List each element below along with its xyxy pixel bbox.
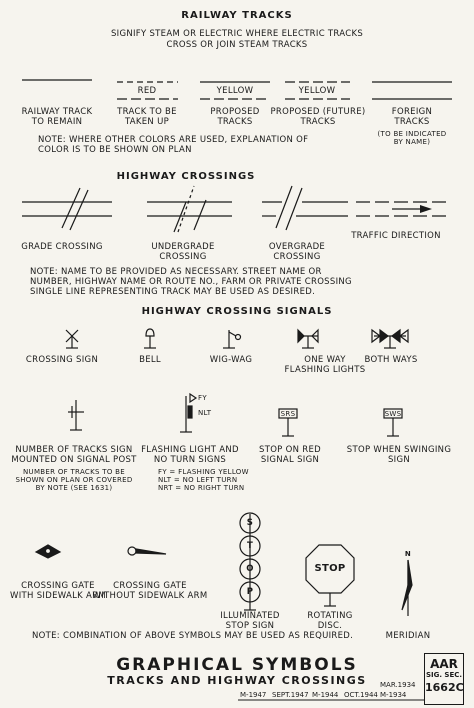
tracks-sign-symbol [68,400,84,430]
proposed-tracks-label: PROPOSED TRACKS [210,107,260,127]
overgrade-crossing-label: OVERGRADE CROSSING [268,242,326,262]
wig-wag-symbol [223,330,241,348]
undergrade-crossing-label: UNDERGRADE CROSSING [151,242,215,262]
revision-date-2: OCT.1944 [344,691,378,699]
foreign-tracks-label: FOREIGN TRACKS [391,107,433,127]
undergrade-crossing-symbol [147,186,232,232]
stop-on-red-label: STOP ON RED SIGNAL SIGN [259,445,321,465]
traffic-direction-label: TRAFFIC DIRECTION [351,231,441,241]
aar-stamp [424,653,464,705]
railway-note: NOTE: WHERE OTHER COLORS ARE USED, EXPLANATION OF COLOR IS TO BE SHOWN ON PLAN [38,135,309,155]
gate-without-sidewalk-symbol [128,547,166,555]
signals-heading: HIGHWAY CROSSING SIGNALS [141,306,333,317]
color-yellow-label-2: YELLOW [298,86,336,96]
rotating-disc-symbol [306,545,354,606]
flashing-light-note: FY = FLASHING YELLOW NLT = NO LEFT TURN NRT = NO RIGHT TURN [158,468,249,493]
meridian-label: MERIDIAN [385,631,431,641]
highway-note: NOTE: NAME TO BE PROVIDED AS NECESSARY. STREET NAME OR NUMBER, HIGHWAY NAME OR ROUTE NO., FARM OR PRIVATE CROSSING SINGLE LINE REPRESENTING TRACK MAY BE USED AS DESIRED. [30,267,352,297]
foreign-track-symbol [372,82,452,99]
srs-label: SRS [280,410,296,418]
color-yellow-label: YELLOW [216,86,254,96]
color-red-label: RED [137,86,157,96]
fy-label: FY [198,394,207,402]
stop-when-swinging-label: STOP WHEN SWINGING SIGN [346,445,452,465]
revision-date-3: MAR.1934 [380,681,416,689]
railway-heading: RAILWAY TRACKS [181,10,293,21]
grade-crossing-label: GRADE CROSSING [21,242,103,252]
crossing-sign-label: CROSSING SIGN [25,355,99,365]
north-label: N [404,550,412,558]
flashing-light-no-turn-symbol [180,394,196,432]
stop-letter-t: T [246,541,254,551]
foreign-tracks-note: (TO BE INDICATED BY NAME) [377,130,447,147]
revision-1: M-1947 [240,691,267,699]
grade-crossing-symbol [22,188,112,230]
revision-date-1: SEPT.1947 [272,691,309,699]
stop-letter-p: P [246,587,254,597]
tracks-sign-label: NUMBER OF TRACKS SIGN MOUNTED ON SIGNAL POST [11,445,137,465]
one-way-flashing-symbol [298,330,318,348]
stop-disc-text: STOP [314,563,346,574]
rotating-disc-label: ROTATING DISC. [307,611,353,631]
traffic-direction-symbol [356,202,446,216]
bell-symbol [144,329,156,348]
sws-label: SWS [384,410,402,418]
signals-note: NOTE: COMBINATION OF ABOVE SYMBOLS MAY BE USED AS REQUIRED. [32,631,354,641]
crossing-sign-symbol [66,330,78,348]
railway-subtitle-2: CROSS OR JOIN STEAM TRACKS [166,40,308,50]
highway-heading: HIGHWAY CROSSINGS [116,171,256,182]
nlt-label: NLT [198,409,212,417]
track-to-remain-label: RAILWAY TRACK TO REMAIN [21,107,93,127]
aar-label: AAR [430,657,458,671]
gate-with-sidewalk-symbol [36,545,60,558]
railway-subtitle: SIGNIFY STEAM OR ELECTRIC WHERE ELECTRIC TRACKS [110,29,364,39]
sig-sec-label: SIG. SEC. [425,671,463,679]
drawing-subtitle: TRACKS AND HIGHWAY CROSSINGS [107,674,367,687]
drawing-title: GRAPHICAL SYMBOLS [116,655,358,675]
revision-2: M-1944 [312,691,339,699]
overgrade-crossing-symbol [262,186,348,230]
meridian-symbol [402,560,412,616]
drawing-number: 1662C [425,681,464,694]
revision-3: M-1934 [380,691,407,699]
future-tracks-label: PROPOSED (FUTURE) TRACKS [270,107,366,127]
wig-wag-label: WIG-WAG [209,355,253,365]
one-way-flashing-label: ONE WAY FLASHING LIGHTS [284,355,366,375]
stop-letter-s: S [246,518,254,528]
both-ways-label: BOTH WAYS [364,355,418,365]
illuminated-stop-label: ILLUMINATED STOP SIGN [220,611,280,631]
gate-with-sidewalk-label: CROSSING GATE WITH SIDEWALK ARM [10,581,106,601]
bell-label: BELL [139,355,161,365]
flashing-light-label: FLASHING LIGHT AND NO TURN SIGNS [141,445,239,465]
both-ways-flashing-symbol [372,330,408,348]
gate-without-sidewalk-label: CROSSING GATE WITHOUT SIDEWALK ARM [92,581,208,601]
tracks-sign-note: NUMBER OF TRACKS TO BE SHOWN ON PLAN OR COVERED BY NOTE (SEE 1631) [15,468,133,493]
track-taken-up-label: TRACK TO BE TAKEN UP [117,107,177,127]
stop-letter-o: O [246,564,254,574]
